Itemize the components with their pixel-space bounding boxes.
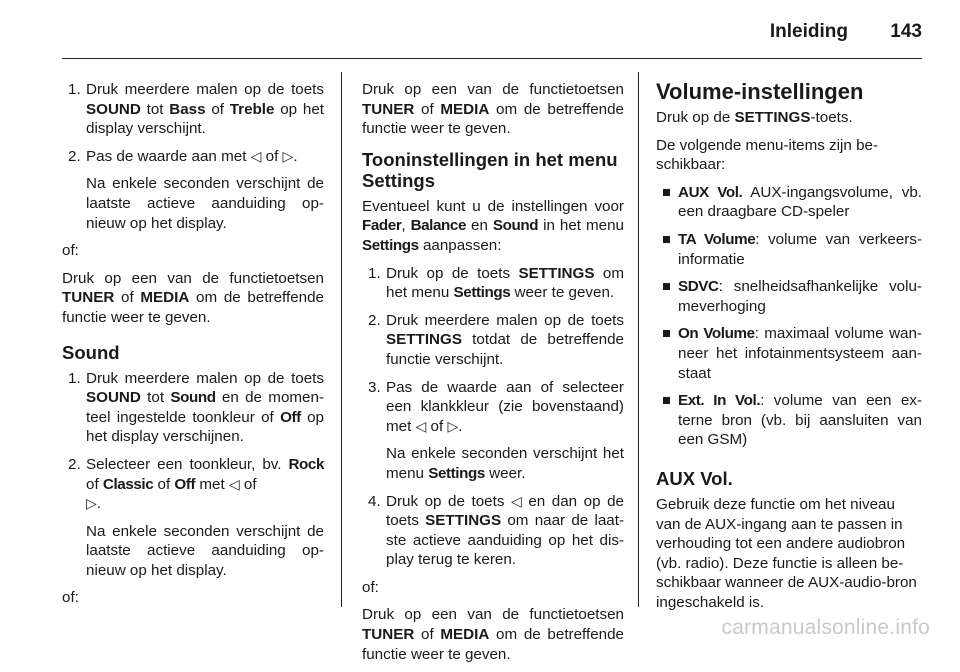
list-item: TA Volume: volume van verkeers-informatie — [656, 230, 922, 269]
section-heading-tone-settings: Tooninstellingen in het menu Settings — [362, 148, 618, 191]
paragraph: Eventueel kunt u de instellingen voor Fader, Balance en Sound in het menu Settings aanpassen: — [362, 197, 624, 254]
paragraph: Druk op een van de functietoetsen TUNER of MEDIA om de betreffende functie weer te geven. — [362, 606, 624, 663]
paragraph: Gebruik deze functie om het niveau van de AUX-ingang aan te passen in verhouding tot een andere audiobron (vb. radio). Deze functie is alleen be-schikbaar wanneer de AUX-audio-bron ingeschakeld is. — [656, 495, 917, 611]
list-item: On Volume: maximaal volume wan-neer het infotainmentsysteem aan-staat — [656, 324, 922, 383]
page-number: 143 — [890, 21, 922, 42]
arrow-right-icon: ▷ — [86, 495, 97, 512]
column-2 — [362, 80, 624, 672]
list-item: 1. Druk meerdere malen op de toets SOUND tot Bass of Treble op het display verschijnt. — [68, 81, 324, 138]
bullet-icon — [663, 330, 670, 337]
section-heading-sound: Sound — [62, 341, 120, 363]
header-rule — [62, 58, 922, 59]
arrow-right-icon: ▷ — [282, 147, 294, 164]
or-text: of: — [362, 578, 379, 596]
column-3 — [656, 80, 922, 620]
list-item: 4. Druk op de toets ◁ en dan op de toets SETTINGS om naar de laat-ste actieve aanduiding op het dis-play terug te keren. — [368, 492, 624, 569]
paragraph: Druk op de SETTINGS-toets. — [656, 109, 853, 126]
or-text: of: — [62, 242, 79, 260]
list-item: 2. Pas de waarde aan met ◁ of ▷. Na enkele seconden verschijnt de laatste actieve aanduiding op-nieuw op het display. — [68, 147, 324, 232]
list-item: 1. Druk meerdere malen op de toets SOUND tot Sound en de momen-teel ingestelde toonkleur of Off op het display verschijnen. — [68, 369, 324, 446]
arrow-left-icon: ◁ — [228, 475, 240, 492]
page-header — [0, 0, 960, 58]
paragraph: De volgende menu-items zijn be-schikbaar: — [656, 136, 879, 174]
note-text: Na enkele seconden verschijnt de laatste actieve aanduiding op-nieuw op het display. — [86, 522, 324, 579]
sound-steps-list — [62, 369, 324, 581]
column-divider-1 — [341, 72, 342, 607]
note-text: Na enkele seconden verschijnt de laatste actieve aanduiding op-nieuw op het display. — [86, 175, 324, 232]
bullet-icon — [663, 236, 670, 243]
list-item: 2. Druk meerdere malen op de toets SETTINGS totdat de betreffende functie verschijnt. — [368, 311, 624, 368]
or-text: of: — [62, 589, 79, 607]
volume-items-list — [656, 183, 922, 450]
running-title: Inleiding — [769, 21, 848, 42]
bullet-icon — [663, 189, 670, 196]
bullet-icon — [663, 397, 670, 404]
arrow-right-icon: ▷ — [447, 417, 459, 434]
list-item: 3. Pas de waarde aan of selecteer een klankkleur (zie bovenstaand) met ◁ of ▷. Na enkele seconden verschijnt het menu Settings weer. — [368, 378, 624, 482]
section-heading-volume: Volume-instellingen — [656, 79, 864, 104]
settings-steps-list — [362, 264, 624, 570]
arrow-left-icon: ◁ — [510, 492, 522, 509]
list-item: Ext. In Vol.: volume van een ex-terne bron (vb. bij aansluiten van een GSM) — [656, 391, 922, 450]
column-1 — [62, 80, 324, 616]
bullet-icon — [663, 283, 670, 290]
tone-steps-list — [62, 80, 324, 233]
column-divider-2 — [638, 72, 639, 607]
list-item: SDVC: snelheidsafhankelijke volu-meverhoging — [656, 277, 922, 316]
paragraph: Druk op een van de functietoetsen TUNER of MEDIA om de betreffende functie weer te geven. — [62, 269, 324, 326]
arrow-left-icon: ◁ — [250, 147, 262, 164]
paragraph: Druk op een van de functietoetsen TUNER of MEDIA om de betreffende functie weer te geven. — [362, 81, 624, 138]
list-item: AUX Vol. AUX-ingangsvolume, vb. een draagbare CD-speler — [656, 183, 922, 222]
list-item: 1. Druk op de toets SETTINGS om het menu Settings weer te geven. — [368, 264, 624, 302]
watermark: carmanualsonline.info — [721, 616, 930, 639]
section-heading-aux-vol: AUX Vol. — [656, 467, 733, 489]
note-text: Na enkele seconden verschijnt het menu Settings weer. — [386, 445, 624, 482]
list-item: 2. Selecteer een toonkleur, bv. Rock of Classic of Off met ◁ of ▷. Na enkele seconden verschijnt de laatste actieve aanduiding op-nieuw op het display. — [68, 455, 324, 579]
arrow-left-icon: ◁ — [415, 417, 427, 434]
